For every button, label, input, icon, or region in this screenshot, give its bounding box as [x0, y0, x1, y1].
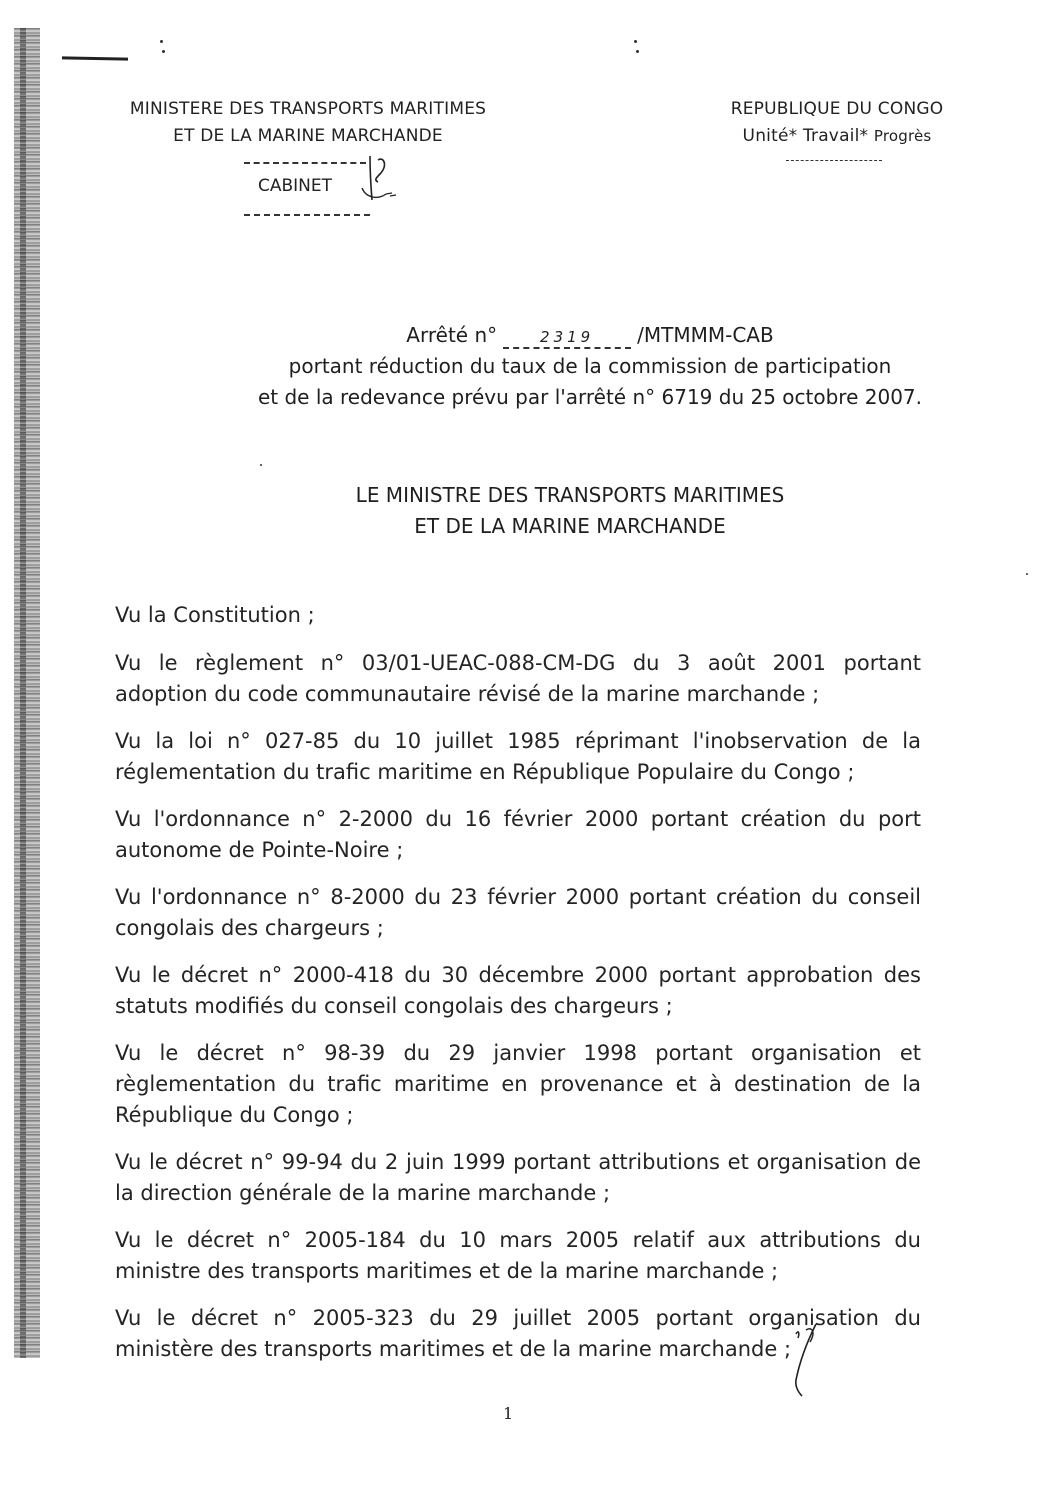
visa-item: Vu la Constitution ; — [115, 603, 315, 627]
ministry-name-line1: MINISTERE DES TRANSPORTS MARITIMES — [129, 99, 487, 119]
motto-part2: Progrès — [873, 127, 932, 145]
minister-heading-line1: LE MINISTRE DES TRANSPORTS MARITIMES — [355, 483, 785, 507]
scan-speck — [260, 464, 262, 466]
decree-title — [160, 320, 1020, 413]
header-dash-separator — [244, 214, 370, 216]
scan-speck — [636, 50, 639, 53]
republic-name: REPUBLIQUE DU CONGO — [730, 99, 944, 119]
visa-list — [115, 600, 921, 1381]
decree-subject-line1: portant réduction du taux de la commission de participation — [288, 354, 892, 378]
visa-item: Vu le décret n° 98-39 du 29 janvier 1998 portant organisation et règlementation du trafic maritime en provenance et à destination de la République du Congo ; — [115, 1041, 921, 1127]
header-dash-separator — [786, 160, 882, 161]
decree-number: 2319 — [503, 327, 631, 349]
decree-prefix: Arrêté n° — [406, 323, 498, 347]
national-motto — [672, 123, 1002, 150]
cabinet-label: CABINET — [258, 176, 333, 196]
scan-speck — [634, 40, 637, 43]
page-number: 1 — [503, 1404, 514, 1423]
motto-part1: Unité* Travail* — [742, 126, 869, 146]
handwritten-initials — [356, 150, 400, 206]
decree-subject-line2: et de la redevance prévu par l'arrêté n° 6719 du 25 octobre 2007. — [257, 385, 923, 409]
visa-item: Vu l'ordonnance n° 8-2000 du 23 février 2000 portant création du conseil congolais des chargeurs ; — [115, 885, 921, 940]
minister-heading-line2: ET DE LA MARINE MARCHANDE — [414, 514, 726, 538]
ministry-name-line2: ET DE LA MARINE MARCHANDE — [173, 126, 443, 146]
visa-item: Vu l'ordonnance n° 2-2000 du 16 février 2000 portant création du port autonome de Pointe-Noire ; — [115, 807, 921, 862]
scan-speck — [160, 40, 163, 43]
visa-item: Vu le décret n° 2000-418 du 30 décembre 2000 portant approbation des statuts modifiés du conseil congolais des chargeurs ; — [115, 963, 921, 1018]
handwritten-paraph — [786, 1320, 826, 1398]
scan-binding-shadow — [20, 28, 26, 1358]
visa-item: Vu le décret n° 2005-323 du 29 juillet 2005 portant organisation du ministère des transports maritimes et de la marine marchande ; — [115, 1306, 921, 1361]
scan-mark — [62, 56, 128, 60]
decree-number-line — [406, 320, 773, 351]
visa-item: Vu le décret n° 99-94 du 2 juin 1999 portant attributions et organisation de la direction générale de la marine marchande ; — [115, 1150, 921, 1205]
scan-speck — [162, 50, 165, 53]
minister-heading — [200, 480, 940, 542]
ministry-header — [78, 96, 538, 150]
scan-speck — [1026, 573, 1028, 575]
visa-item: Vu le décret n° 2005-184 du 10 mars 2005 relatif aux attributions du ministre des transports maritimes et de la marine marchande ; — [115, 1228, 921, 1283]
visa-item: Vu la loi n° 027-85 du 10 juillet 1985 réprimant l'inobservation de la réglementation du trafic maritime en République Populaire du Congo ; — [115, 729, 921, 784]
republic-header — [672, 96, 1002, 150]
visa-item: Vu le règlement n° 03/01-UEAC-088-CM-DG du 3 août 2001 portant adoption du code communautaire révisé de la marine marchande ; — [115, 651, 921, 706]
header-dash-separator — [244, 162, 366, 164]
scan-binding-edge — [14, 28, 40, 1358]
decree-suffix: /MTMMM-CAB — [637, 323, 774, 347]
